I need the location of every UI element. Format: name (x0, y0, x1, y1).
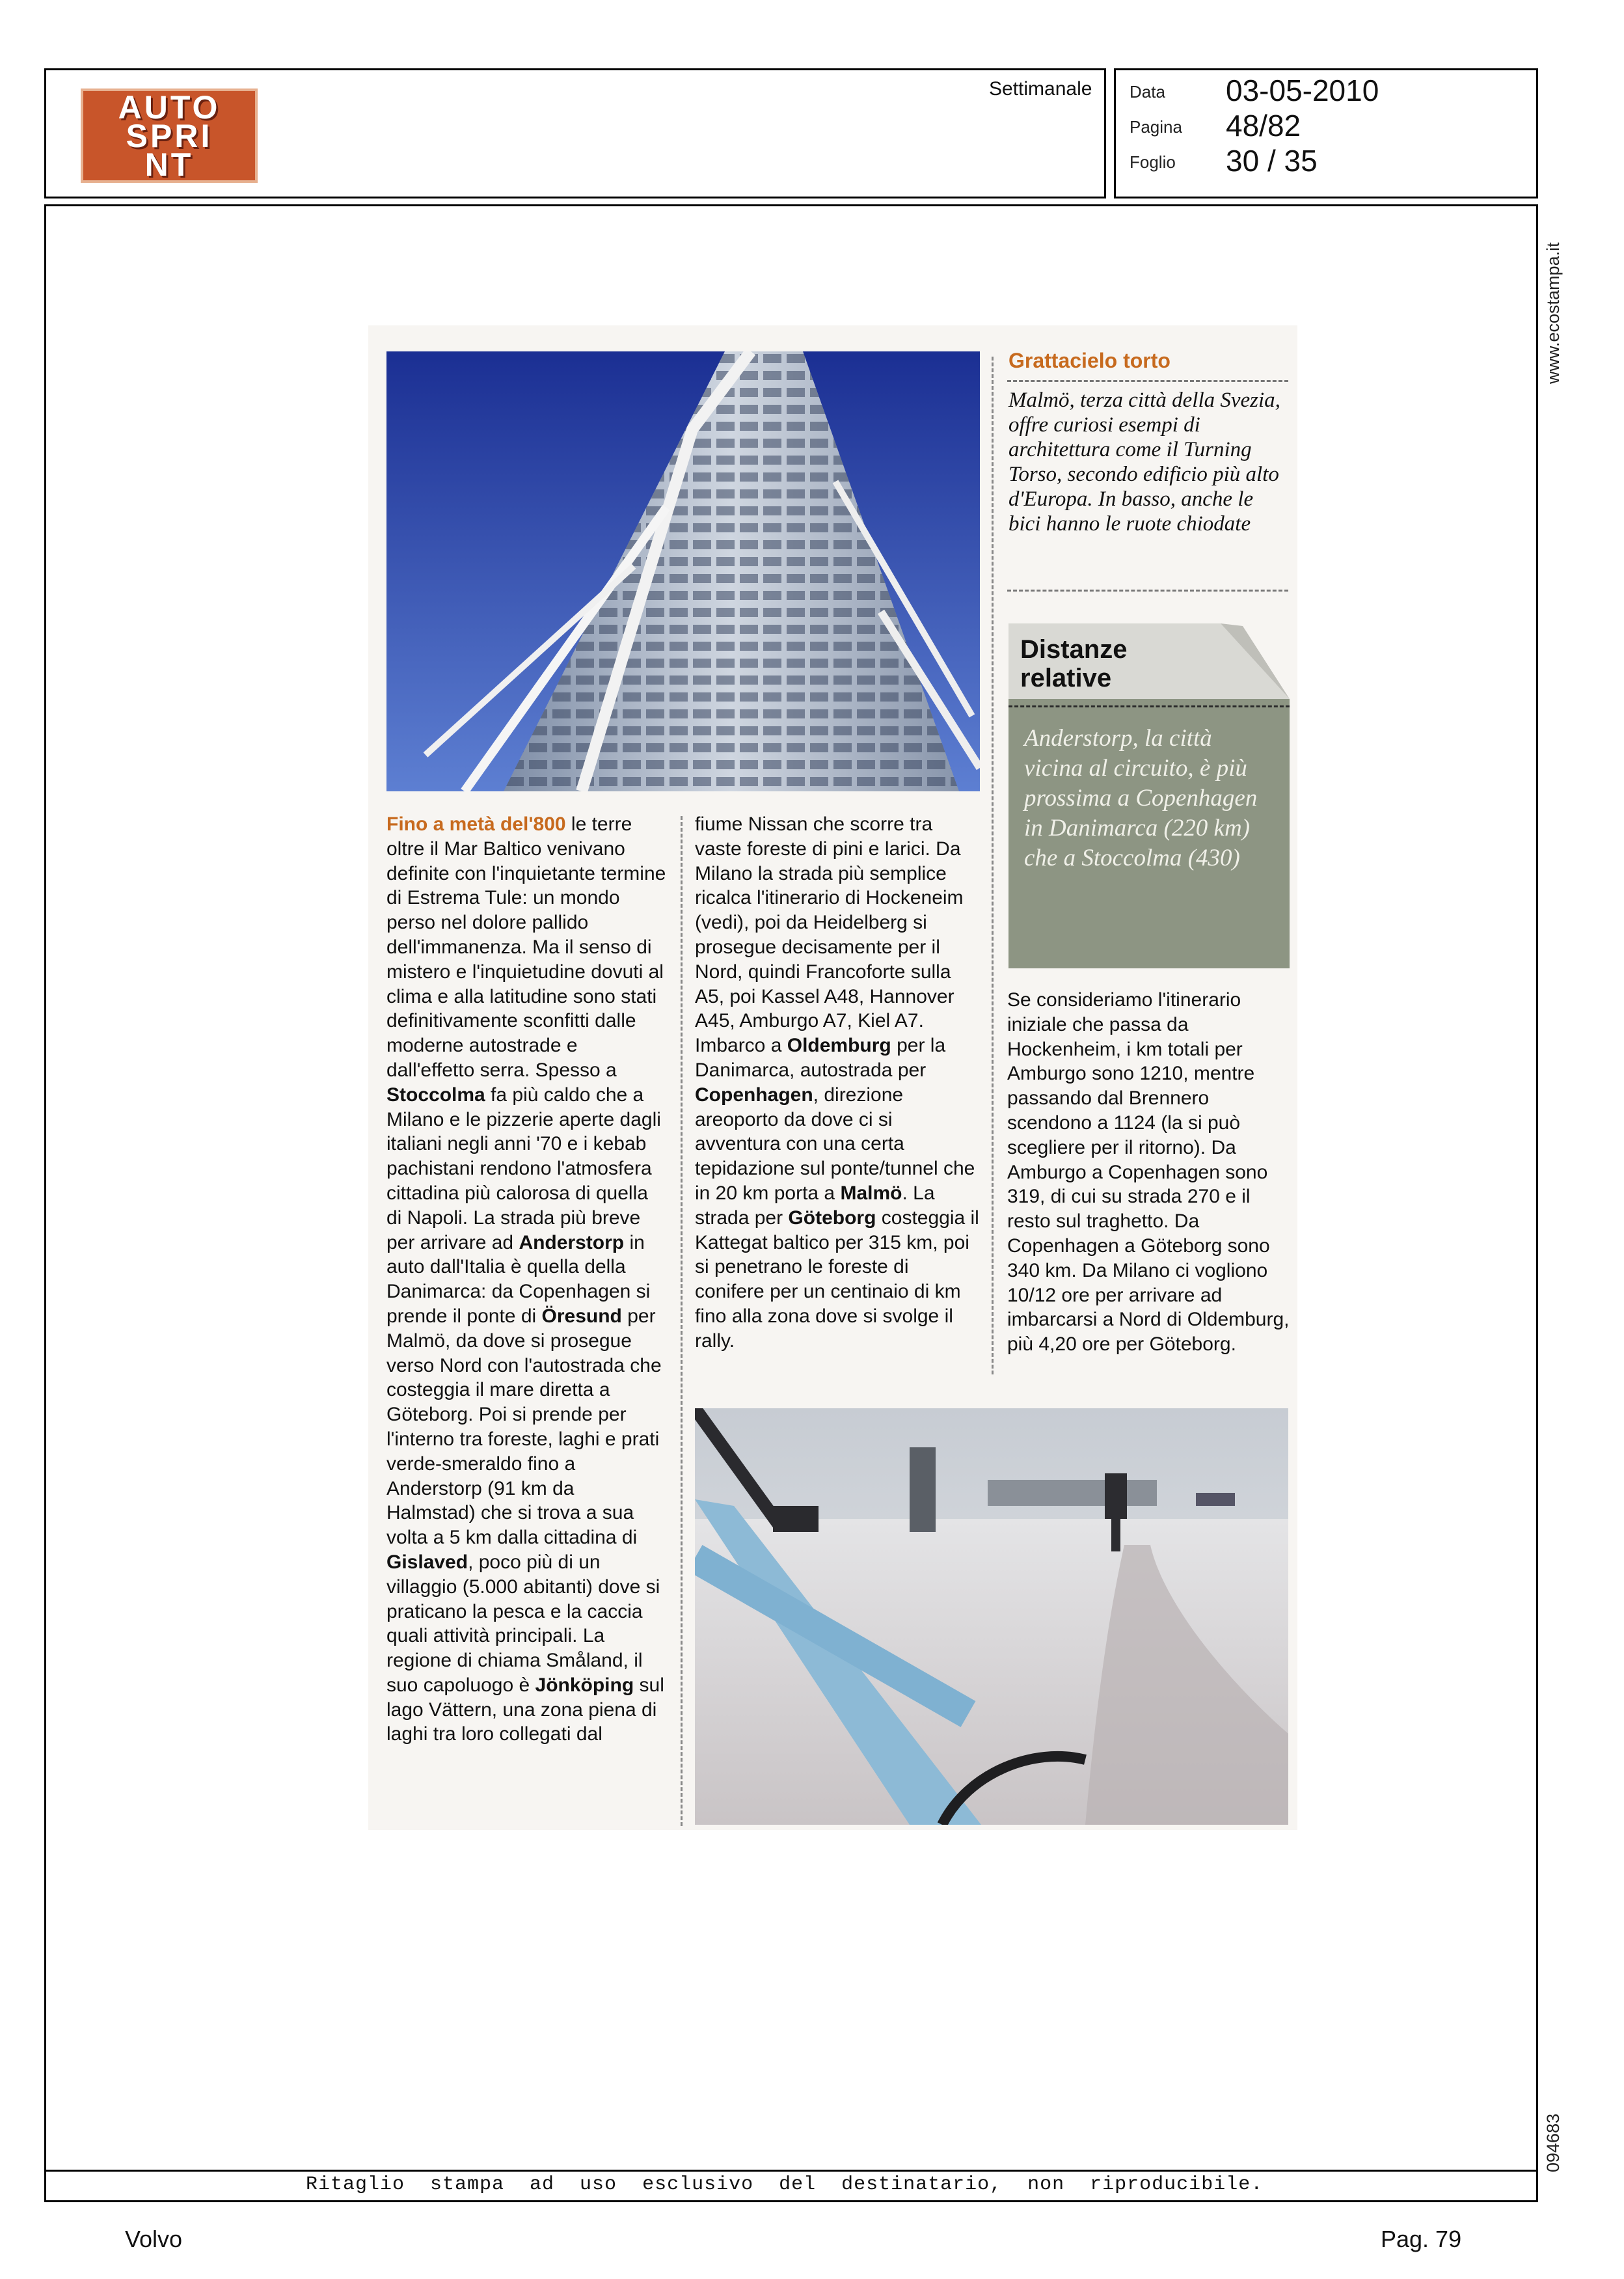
distances-box (1008, 623, 1290, 968)
place-oldemburg: Oldemburg (787, 1035, 891, 1057)
col1-text-5: , poco più di un villaggio (5.000 abitanti) dove si praticano la pesca e la caccia quali attività principali. La regione di chiama Småland, il suo capoluogo è (386, 1551, 660, 1696)
footer-rule (44, 2170, 1538, 2172)
column-divider-middle (681, 816, 683, 1826)
code-vertical: 094683 (1543, 2113, 1563, 2172)
snowy-bike-photo (695, 1408, 1288, 1825)
place-gislaved: Gislaved (386, 1551, 468, 1573)
col2-text-3: , direzione areoporto da dove ci si avventura con una certa tepidazione sul ponte/tunnel che in 20 km porta a (695, 1084, 975, 1204)
distances-divider (1008, 705, 1290, 707)
distances-title-line2: relative (1020, 664, 1112, 692)
col2-text-5: costeggia il Kattegat baltico per 315 km, poi si penetrano le foreste di conifere per un centinaio di km fino alla zona dove si svolge il rally. (695, 1207, 979, 1352)
distances-body: Anderstorp, la città vicina al circuito, è più prossima a Copenhagen in Danimarca (220 km) che a Stoccolma (430) (1008, 715, 1290, 882)
col1-text-6: sul lago Vättern, una zona piena di laghi tra loro collegati dal (386, 1674, 664, 1745)
distances-title-line1: Distanze (1020, 635, 1128, 664)
pagina-value: 48/82 (1226, 109, 1301, 143)
place-goteborg: Göteborg (788, 1207, 876, 1229)
page-curl-icon (1221, 623, 1290, 699)
col1-text-2: fa più caldo che a Milano e le pizzerie aperte dagli italiani negli anni '70 e i kebab pachistani rendono l'atmosfera cittadina più calorosa di quella di Napoli. La strada più breve per arrivare ad (386, 1084, 661, 1253)
place-jonkoping: Jönköping (535, 1674, 634, 1696)
turning-torso-illustration (386, 351, 980, 791)
reproduction-notice: Ritaglio stampa ad uso esclusivo del destinatario, non riproducibile. (306, 2174, 1264, 2196)
place-oresund: Öresund (541, 1305, 622, 1327)
data-label: Data (1130, 82, 1165, 102)
turning-torso-photo (386, 351, 980, 791)
col2-text-1: fiume Nissan che scorre tra vaste foreste di pini e larici. Da Milano la strada più semplice ricalca l'itinerario di Hockeneim (vedi), poi da Heidelberg si prosegue decisamente per il Nord, quindi Francoforte sulla A5, poi Kassel A48, Hannover A45, Amburgo A7, Kiel A7. Imbarco a (695, 813, 964, 1057)
foglio-value: 30 / 35 (1226, 144, 1318, 178)
source-label: Volvo (125, 2226, 183, 2252)
caption-body: Malmö, terza città della Svezia, offre curiosi esempi di architettura come il Turning Torso, secondo edificio più alto d'Europa. In basso, anche le bici hanno le ruote chiodate (1008, 389, 1280, 536)
caption-top-divider (1007, 380, 1288, 382)
logo-line-3: NT (144, 146, 194, 183)
pagina-label: Pagina (1130, 117, 1182, 137)
autosprint-logo (81, 89, 258, 183)
col1-text-1: le terre oltre il Mar Baltico venivano definite con l'inquietante termine di Estrema Tule: un mondo perso nel dolore pallido dell'immanenza. Ma il senso di mistero e l'inquietudine dovuti al clima e alla latitudine sono stati definitivamente sconfitti dalle moderne autostrade e dall'effetto serra. Spesso a (386, 813, 666, 1081)
col1-text-3: in auto dall'Italia è quella della Danimarca: da Copenhagen si prende il ponte di (386, 1231, 651, 1327)
place-copenhagen: Copenhagen (695, 1084, 813, 1106)
page-number: Pag. 79 (1381, 2226, 1462, 2252)
article-column-1 (386, 812, 668, 1827)
logo-line-1: AUTO (118, 89, 221, 126)
article-column-2 (695, 812, 981, 1354)
col2-text-2: per la Danimarca, autostrada per (695, 1035, 946, 1081)
place-stoccolma: Stoccolma (386, 1084, 485, 1106)
foglio-label: Foglio (1130, 152, 1176, 172)
caption-title: Grattacielo torto (1008, 349, 1171, 372)
snowy-road-illustration (695, 1408, 1288, 1825)
place-malmo: Malmö (840, 1182, 902, 1204)
article-column-3: Se consideriamo l'itinerario iniziale che passa da Hockenheim, i km totali per Amburgo sono 1210, mentre passando dal Brennero scendono a 1124 (la si può scegliere per il ritorno). Da Amburgo a Copenhagen sono 319, di cui su strada 270 e il resto sul traghetto. Da Copenhagen a Göteborg sono 340 km. Da Milano ci vogliono 10/12 ore per arrivare ad imbarcarsi a Nord di Oldemburg, più 4,20 ore per Göteborg. (1007, 989, 1290, 1356)
website-vertical: www.ecostampa.it (1543, 242, 1563, 384)
article-lead: Fino a metà del'800 (386, 813, 566, 835)
caption-bottom-divider (1007, 590, 1288, 592)
col1-text-4: per Malmö, da dove si prosegue verso Nord con l'autostrada che costeggia il mare diretta a Göteborg. Poi si prende per l'interno tra foreste, laghi e prati verde-smeraldo fino a Anderstorp (91 km da Halmstad) che si trova a sua volta a 5 km dalla cittadina di (386, 1305, 662, 1549)
logo-line-2: SPRI (126, 117, 213, 154)
col2-text-4: . La strada per (695, 1182, 935, 1229)
column-divider-right (992, 357, 994, 1374)
distances-title (1008, 623, 1221, 699)
frequency-label: Settimanale (989, 78, 1092, 100)
place-anderstorp: Anderstorp (519, 1231, 625, 1253)
data-value: 03-05-2010 (1226, 74, 1379, 107)
